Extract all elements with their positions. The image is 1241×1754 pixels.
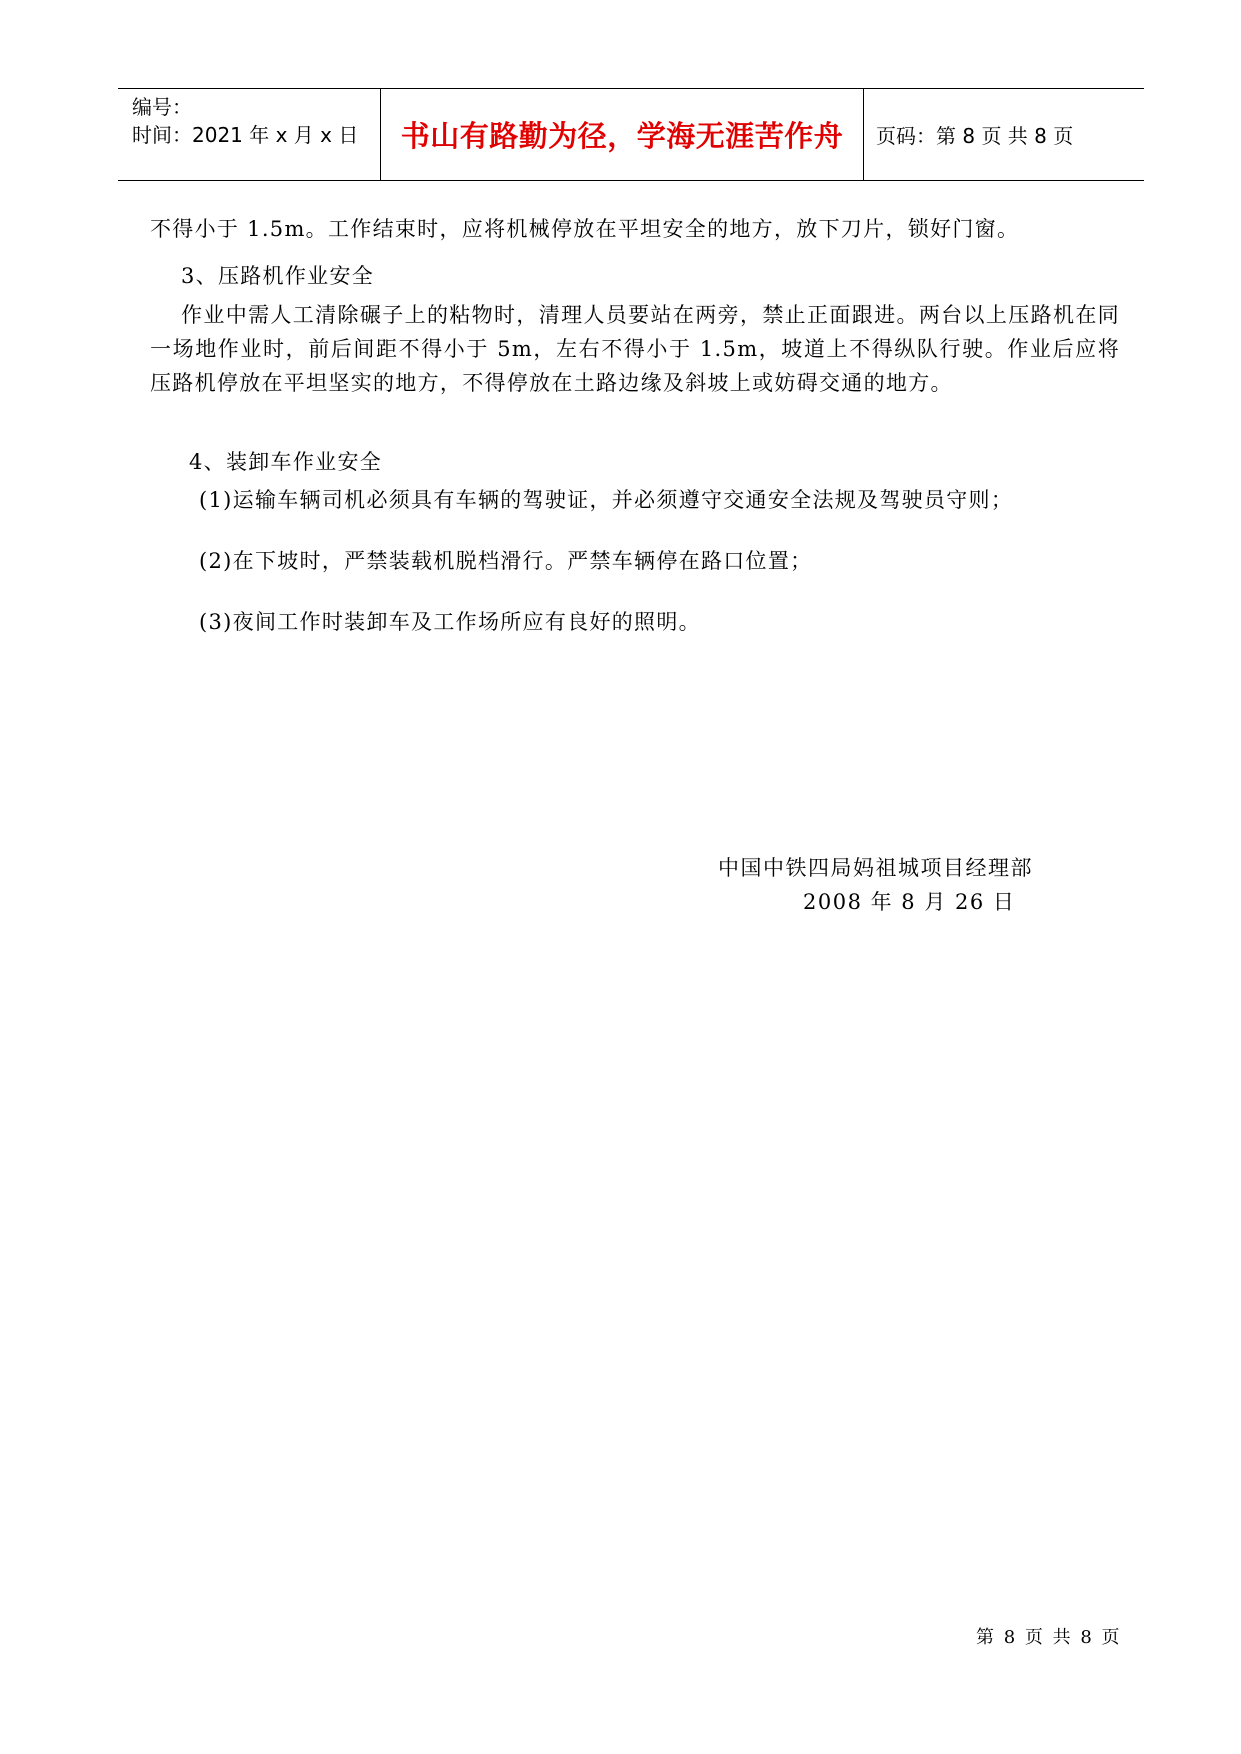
item-1: (1)运输车辆司机必须具有车辆的驾驶证，并必须遵守交通安全法规及驾驶员守则； xyxy=(199,488,1014,512)
item-3: (3)夜间工作时装卸车及工作场所应有良好的照明。 xyxy=(199,610,701,634)
signature-date: 2008 年 8 月 26 日 xyxy=(803,890,1016,914)
number-label: 编号： xyxy=(132,95,192,119)
header-left-cell xyxy=(118,89,380,180)
time-label: 时间：2021 年 x 月 x 日 xyxy=(132,123,359,147)
heading-4: 4、装卸车作业安全 xyxy=(189,450,383,474)
header-table xyxy=(118,88,1144,181)
page-code: 页码：第 8 页 共 8 页 xyxy=(876,124,1074,148)
motto: 书山有路勤为径，学海无涯苦作舟 xyxy=(380,89,864,180)
signature-org: 中国中铁四局妈祖城项目经理部 xyxy=(718,856,1033,880)
heading-3: 3、压路机作业安全 xyxy=(181,264,375,288)
paragraph-3: 作业中需人工清除碾子上的粘物时，清理人员要站在两旁，禁止正面跟进。两台以上压路机在同一场地作业时，前后间距不得小于 5m，左右不得小于 1.5m，坡道上不得纵队行驶。作业后应将压路机停放在平坦坚实的地方，不得停放在土路边缘及斜坡上或妨碍交通的地方。 xyxy=(150,303,1120,395)
footer-page-number: 第 8 页 共 8 页 xyxy=(976,1627,1122,1648)
item-2: (2)在下坡时，严禁装载机脱档滑行。严禁车辆停在路口位置； xyxy=(199,549,813,573)
content-line-1: 不得小于 1.5m。工作结束时，应将机械停放在平坦安全的地方，放下刀片，锁好门窗。 xyxy=(150,217,1020,241)
